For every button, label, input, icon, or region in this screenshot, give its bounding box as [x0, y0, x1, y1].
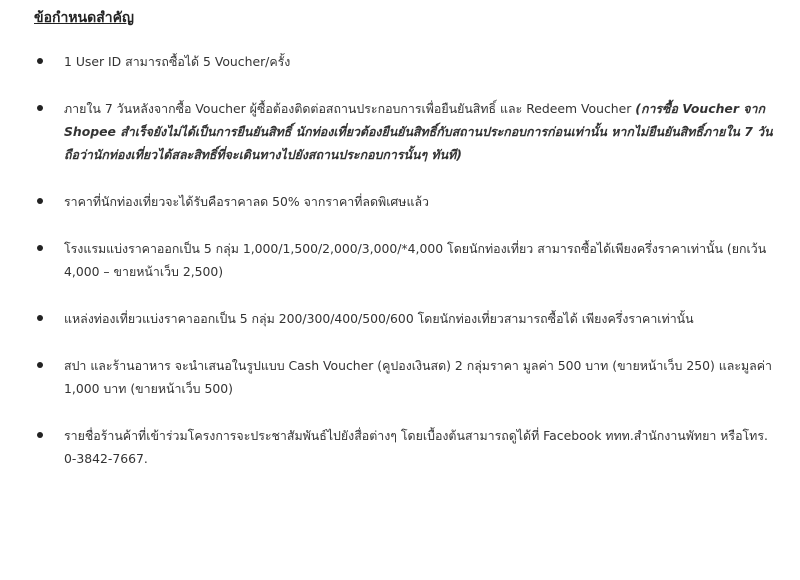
term-text: 1 User ID สามารถซื้อได้ 5 Voucher/ครั้ง [64, 54, 291, 69]
term-text: โรงแรมแบ่งราคาออกเป็น 5 กลุ่ม 1,000/1,500/2,000/3,000/*4,000 โดยนักท่องเที่ยว สามารถซื้อได้เพียงครึ่งราคาเท่านั้น (ยกเว้น 4,000 – ขายหน้าเว็บ 2,500) [64, 241, 767, 279]
term-item-1 [34, 50, 784, 73]
term-item-6 [34, 354, 784, 400]
bullet-icon [37, 432, 43, 438]
bullet-icon [37, 198, 43, 204]
bullet-icon [37, 245, 43, 251]
bullet-icon [37, 315, 43, 321]
bullet-icon [37, 58, 43, 64]
term-item-4 [34, 237, 784, 283]
term-text: รายชื่อร้านค้าที่เข้าร่วมโครงการจะประชาสัมพันธ์ไปยังสื่อต่างๆ โดยเบื้องต้นสามารถดูได้ที่ Facebook ททท.สำนักงานพัทยา หรือโทร. 0-3842-7667. [64, 428, 768, 466]
term-item-2 [34, 97, 784, 166]
term-item-5 [34, 307, 784, 330]
term-item-3 [34, 190, 784, 213]
term-text: สปา และร้านอาหาร จะนำเสนอในรูปแบบ Cash Voucher (คูปองเงินสด) 2 กลุ่มราคา มูลค่า 500 บาท (ขายหน้าเว็บ 250) และมูลค่า 1,000 บาท (ขายหน้าเว็บ 500) [64, 358, 773, 396]
bullet-icon [37, 362, 43, 368]
terms-list [34, 50, 780, 470]
section-heading: ข้อกำหนดสำคัญ [34, 10, 134, 26]
term-item-7 [34, 424, 784, 470]
term-text: ราคาที่นักท่องเที่ยวจะได้รับคือราคาลด 50% จากราคาที่ลดพิเศษแล้ว [64, 194, 429, 209]
term-text: แหล่งท่องเที่ยวแบ่งราคาออกเป็น 5 กลุ่ม 200/300/400/500/600 โดยนักท่องเที่ยวสามารถซื้อได้ เพียงครึ่งราคาเท่านั้น [64, 311, 694, 326]
term-text: ภายใน 7 วันหลังจากซื้อ Voucher ผู้ซื้อต้องติดต่อสถานประกอบการเพื่อยืนยันสิทธิ์ และ Redeem Voucher [64, 101, 636, 116]
term-emphasis: (การซื้อ Voucher จาก Shopee สำเร็จยังไม่ได้เป็นการยืนยันสิทธิ์ นักท่องเที่ยวต้องยืนยันสิทธิ์กับสถานประกอบการก่อนเท่านั้น หากไม่ยืนยันสิทธิ์ภายใน 7 วัน ถือว่านักท่องเที่ยวได้สละสิทธิ์ที่จะเดินทางไปยังสถานประกอบการนั้นๆ ทันที) [64, 101, 773, 162]
bullet-icon [37, 105, 43, 111]
